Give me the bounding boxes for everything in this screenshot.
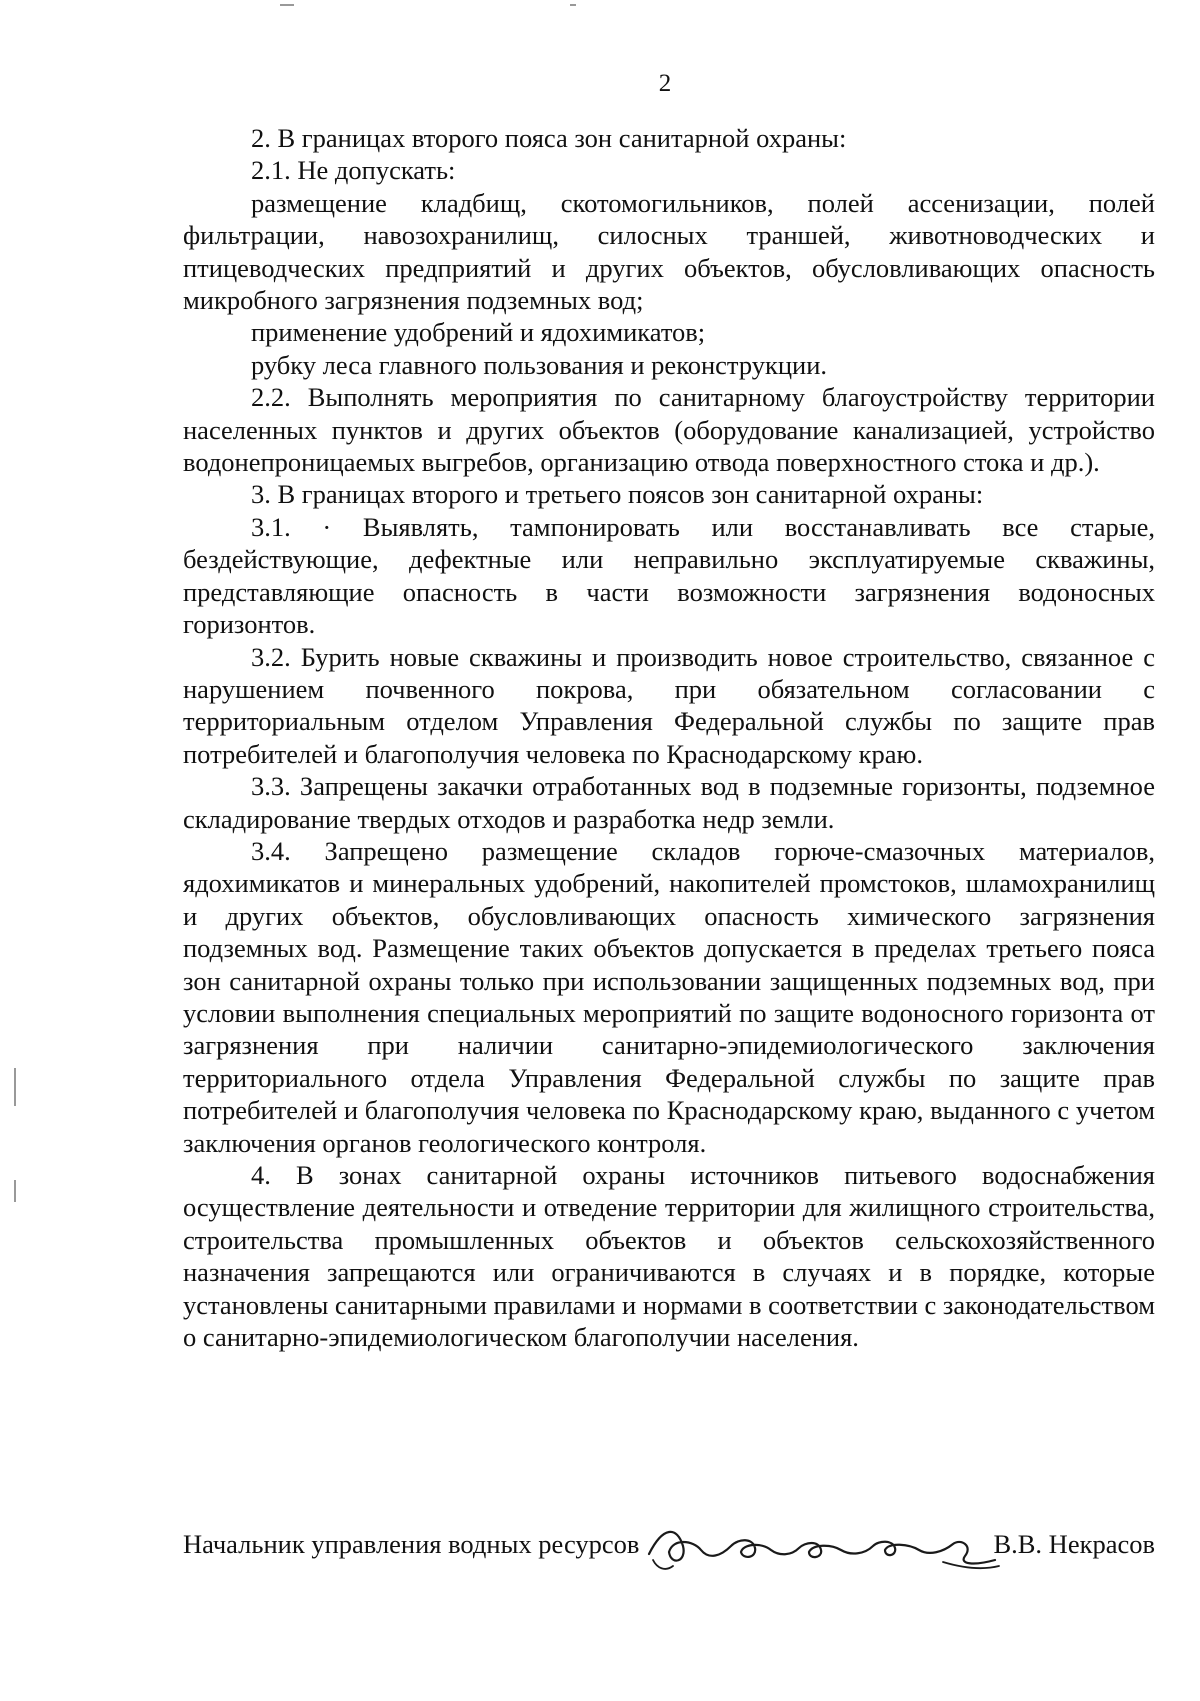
page-number: 2 — [658, 70, 672, 97]
paragraph: 4. В зонах санитарной охраны источников питьевого водоснабжения осуществление деятельности и отведение территории для жилищного строительства, строительства промышленных объектов и объектов сельскохозяйственного назначения запрещаются или ограничиваются в случаях и в порядке, которые установлены санитарными правилами и нормами в соответствии с законодательством о санитарно-эпидемиологическом благополучии населения. — [183, 1160, 1155, 1353]
document-body — [183, 122, 1155, 1353]
scan-artifact-top — [570, 4, 576, 6]
signatory-name: В.В. Некрасов — [993, 1529, 1155, 1559]
paragraph: размещение кладбищ, скотомогильников, полей ассенизации, полей фильтрации, навозохранилищ, силосных траншей, животноводческих и птицеводческих предприятий и других объектов, обусловливающих опасность микробного загрязнения подземных вод; — [183, 187, 1155, 316]
paragraph: 3. В границах второго и третьего поясов зон санитарной охраны: — [251, 479, 984, 510]
paragraph: 2.2. Выполнять мероприятия по санитарному благоустройству территории населенных пунктов и других объектов (оборудование канализацией, устройство водонепроницаемых выгребов, организацию отвода поверхностного стока и др.). — [183, 382, 1155, 478]
scan-artifact-left — [14, 1068, 16, 1106]
scan-artifact-left — [14, 1180, 16, 1202]
paragraph: 3.4. Запрещено размещение складов горюче-смазочных материалов, ядохимикатов и минеральных удобрений, накопителей промстоков, шламохранилищ и других объектов, обусловливающих опасность химического загрязнения подземных вод. Размещение таких объектов допускается в пределах третьего пояса зон санитарной охраны только при использовании защищенных подземных вод, при условии выполнения специальных мероприятий по защите водоносного горизонта от загрязнения при наличии санитарно-эпидемиологического заключения территориального отдела Управления Федеральной службы по защите прав потребителей и благополучия человека по Краснодарскому краю, выданного с учетом заключения органов геологического контроля. — [183, 835, 1155, 1158]
paragraph: 3.3. Запрещены закачки отработанных вод в подземные горизонты, подземное складирование твердых отходов и разработка недр земли. — [183, 771, 1155, 834]
handwritten-signature — [643, 1516, 1003, 1578]
scan-artifact-top — [280, 4, 294, 6]
paragraph: 3.2. Бурить новые скважины и производить новое строительство, связанное с нарушением почвенного покрова, при обязательном согласовании с территориальным отделом Управления Федеральной службы по защите прав потребителей и благополучия человека по Краснодарскому краю. — [183, 641, 1155, 769]
signatory-position: Начальник управления водных ресурсов — [183, 1529, 640, 1559]
paragraph: применение удобрений и ядохимикатов; — [251, 317, 706, 348]
paragraph: 3.1. · Выявлять, тампонировать или восстанавливать все старые, бездействующие, дефектные или неправильно эксплуатируемые скважины, представляющие опасность в части возможности загрязнения водоносных горизонтов. — [183, 511, 1155, 640]
paragraph: рубку леса главного пользования и реконструкции. — [251, 349, 828, 380]
paragraph: 2. В границах второго пояса зон санитарной охраны: — [251, 123, 847, 153]
paragraph: 2.1. Не допускать: — [251, 155, 456, 186]
